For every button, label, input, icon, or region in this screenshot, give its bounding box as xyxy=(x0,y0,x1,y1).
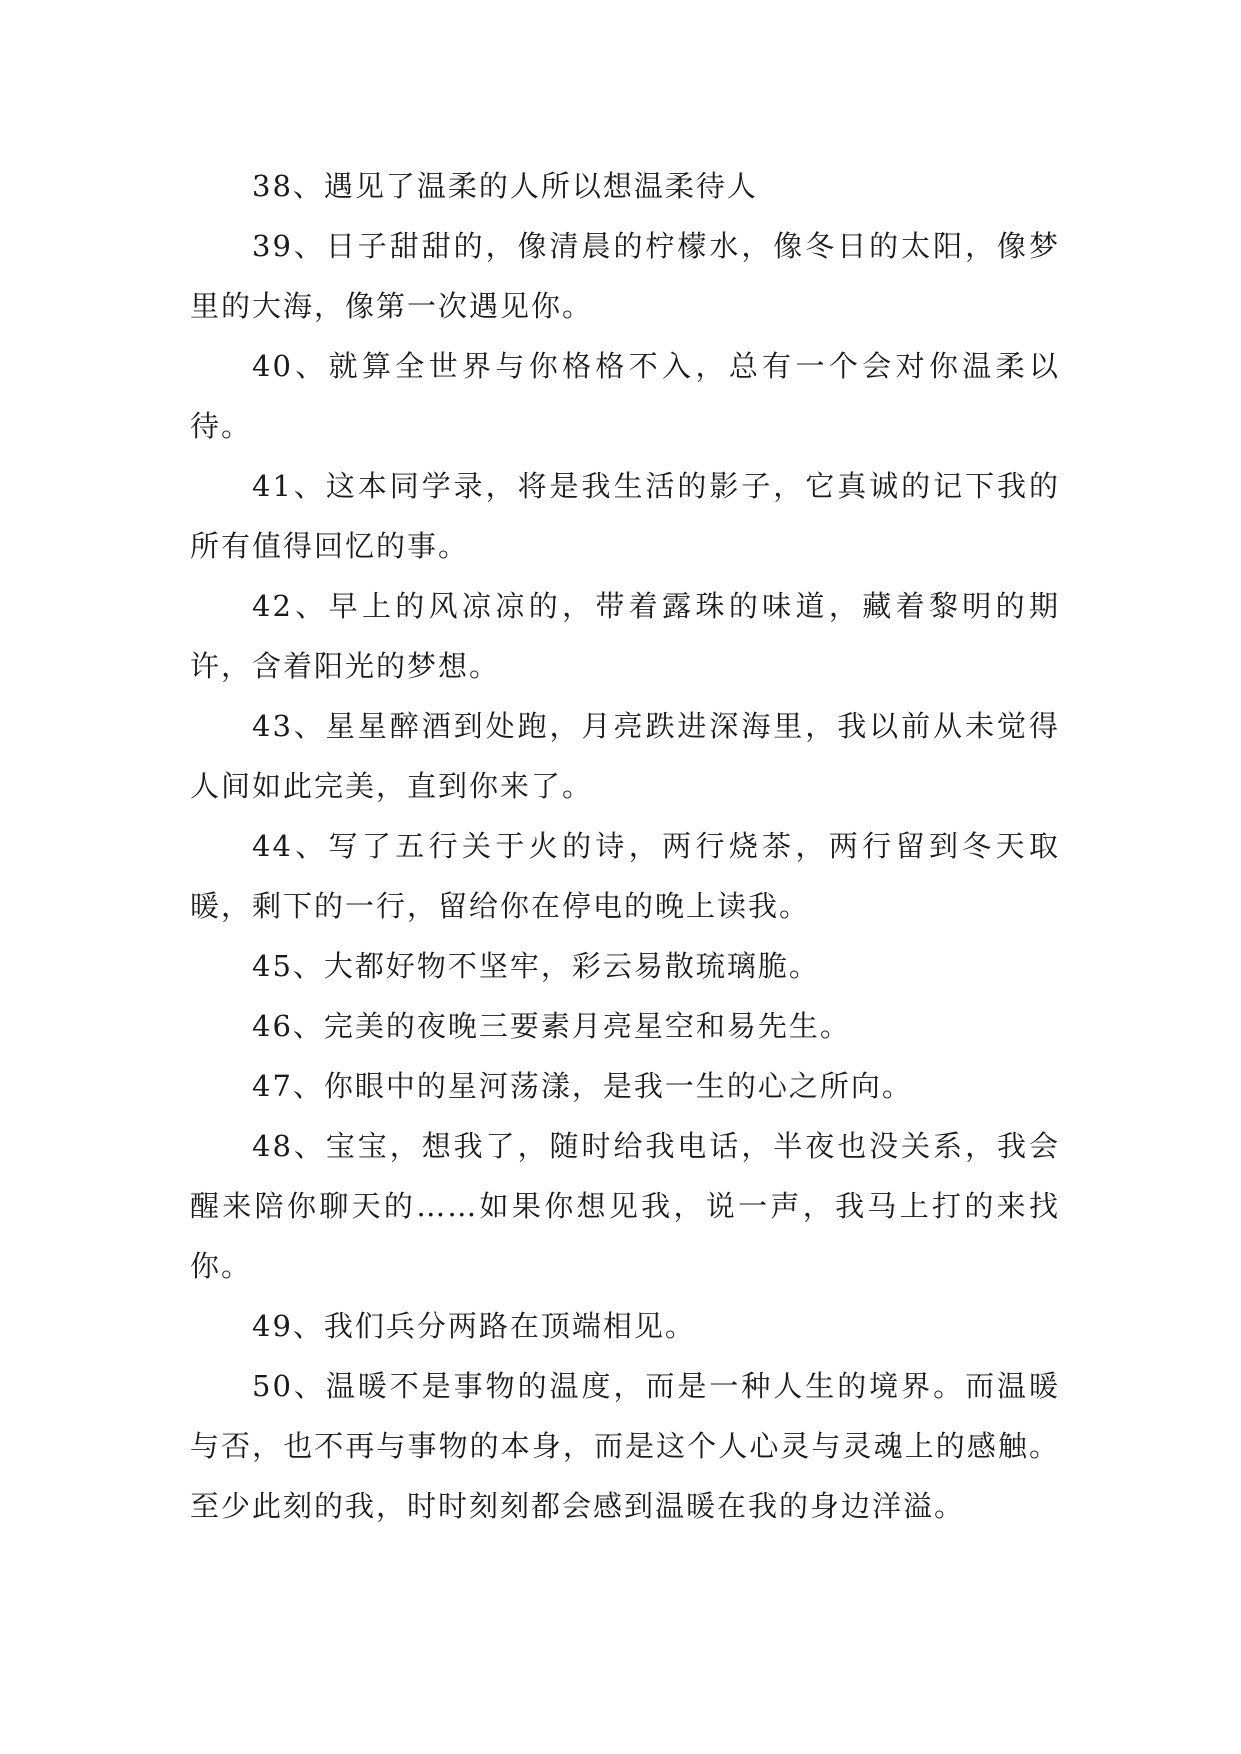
paragraph-38: 38、遇见了温柔的人所以想温柔待人 xyxy=(252,169,758,203)
paragraph-49: 49、我们兵分两路在顶端相见。 xyxy=(252,1309,696,1343)
paragraph-46: 46、完美的夜晚三要素月亮星空和易先生。 xyxy=(252,1009,851,1043)
document-body xyxy=(190,156,1060,1536)
paragraph-45: 45、大都好物不坚牢，彩云易散琉璃脆。 xyxy=(252,949,820,983)
paragraph-48: 48、宝宝，想我了，随时给我电话，半夜也没关系，我会醒来陪你聊天的……如果你想见我，说一声，我马上打的来找你。 xyxy=(190,1129,1060,1283)
paragraph-44: 44、写了五行关于火的诗，两行烧茶，两行留到冬天取暖，剩下的一行，留给你在停电的晚上读我。 xyxy=(190,829,1060,923)
paragraph-47: 47、你眼中的星河荡漾，是我一生的心之所向。 xyxy=(252,1069,913,1103)
paragraph-39: 39、日子甜甜的，像清晨的柠檬水，像冬日的太阳，像梦里的大海，像第一次遇见你。 xyxy=(190,229,1060,323)
paragraph-50: 50、温暖不是事物的温度，而是一种人生的境界。而温暖与否，也不再与事物的本身，而是这个人心灵与灵魂上的感触。至少此刻的我，时时刻刻都会感到温暖在我的身边洋溢。 xyxy=(190,1369,1060,1523)
paragraph-43: 43、星星醉酒到处跑，月亮跌进深海里，我以前从未觉得人间如此完美，直到你来了。 xyxy=(190,709,1060,803)
paragraph-40: 40、就算全世界与你格格不入，总有一个会对你温柔以待。 xyxy=(190,349,1060,443)
paragraph-41: 41、这本同学录，将是我生活的影子，它真诚的记下我的所有值得回忆的事。 xyxy=(190,469,1060,563)
paragraph-42: 42、早上的风凉凉的，带着露珠的味道，藏着黎明的期许，含着阳光的梦想。 xyxy=(190,589,1060,683)
